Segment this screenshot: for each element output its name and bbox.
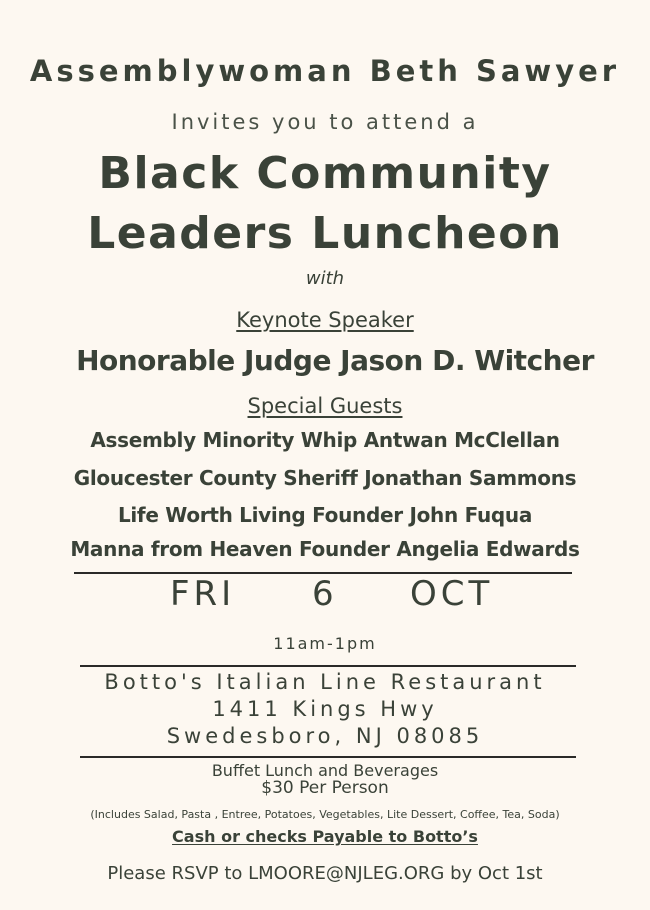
venue-city: Swedesboro, NJ 08085	[166, 724, 484, 748]
special-guest: Life Worth Living Founder John Fuqua	[117, 503, 533, 527]
price-text: $30 Per Person	[261, 778, 389, 798]
host-name: Assemblywoman Beth Sawyer	[29, 54, 621, 88]
includes-text: (Includes Salad, Pasta , Entree, Potatoes, Vegetables, Lite Dessert, Coffee, Tea, Soda)	[90, 808, 560, 821]
divider	[80, 756, 576, 758]
special-guest: Manna from Heaven Founder Angelia Edwards	[70, 537, 580, 561]
menu-text: Buffet Lunch and Beverages	[211, 761, 439, 780]
rsvp-text: Please RSVP to LMOORE@NJLEG.ORG by Oct 1st	[107, 863, 543, 884]
event-title-line-1: Black Community	[98, 148, 552, 199]
special-guest: Assembly Minority Whip Antwan McClellan	[90, 428, 560, 452]
event-time: 11am-1pm	[273, 634, 377, 653]
date-month: OCT	[410, 574, 494, 614]
invite-text: Invites you to attend a	[171, 110, 479, 134]
with-text: with	[305, 268, 345, 289]
date-day: FRI	[170, 574, 236, 614]
venue-name: Botto's Italian Line Restaurant	[104, 670, 546, 694]
special-guest: Gloucester County Sheriff Jonathan Sammons	[73, 466, 577, 490]
payment-text: Cash or checks Payable to Botto’s	[172, 827, 478, 846]
keynote-label: Keynote Speaker	[236, 308, 414, 332]
divider	[80, 665, 576, 667]
event-title-line-2: Leaders Luncheon	[87, 208, 563, 259]
keynote-speaker-name: Honorable Judge Jason D. Witcher	[76, 344, 594, 377]
venue-street: 1411 Kings Hwy	[212, 697, 438, 721]
date-number: 6	[312, 574, 338, 614]
special-guests-label: Special Guests	[247, 394, 403, 418]
